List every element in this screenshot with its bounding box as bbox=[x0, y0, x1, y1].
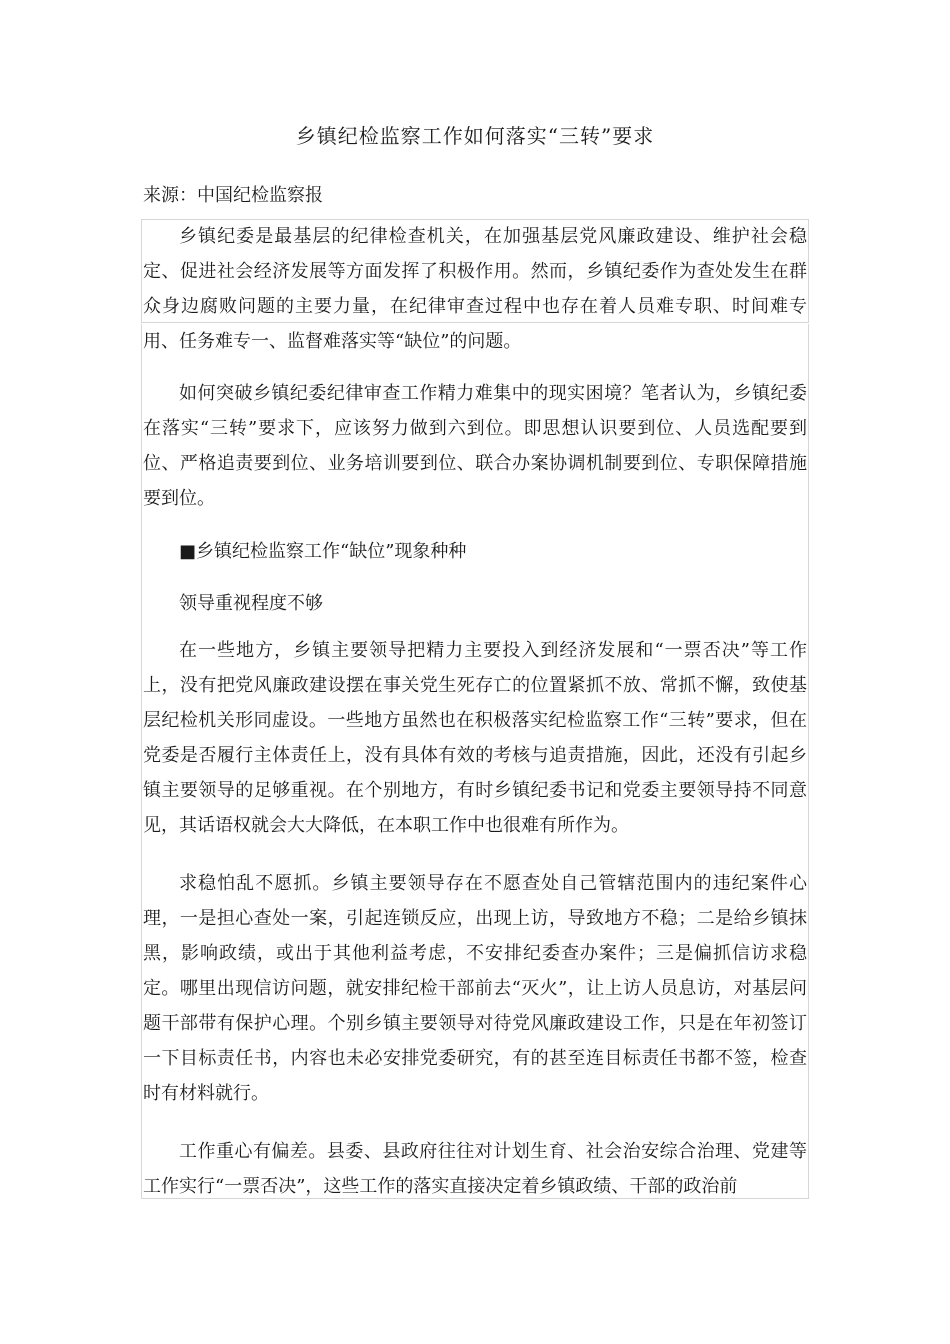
subsection-heading: 领导重视程度不够 bbox=[179, 593, 323, 614]
paragraph-leadership: 在一些地方，乡镇主要领导把精力主要投入到经济发展和“一票否决”等工作上，没有把党风廉政建设摆在事关党生死存亡的位置紧抓不放、常抓不懈，致使基层纪检机关形同虚设。一些地方虽然也在积极落实纪检监察工作“三转”要求，但在党委是否履行主体责任上，没有具体有效的考核与追责措施，因此，还没有引起乡镇主要领导的足够重视。在个别地方，有时乡镇纪委书记和党委主要领导持不同意见，其话语权就会大大降低，在本职工作中也很难有所作为。 bbox=[143, 640, 807, 836]
paragraph-question: 如何突破乡镇纪委纪律审查工作精力难集中的现实困境？笔者认为，乡镇纪委在落实“三转”要求下，应该努力做到六到位。即思想认识要到位、人员选配要到位、严格追责要到位、业务培训要到位、联合办案协调机制要到位、专职保障措施要到位。 bbox=[143, 383, 807, 509]
paragraph-intro: 乡镇纪委是最基层的纪律检查机关，在加强基层党风廉政建设、维护社会稳定、促进社会经济发展等方面发挥了积极作用。然而，乡镇纪委作为查处发生在群众身边腐败问题的主要力量，在纪律审查过程中也存在着人员难专职、时间难专用、任务难专一、监督难落实等“缺位”的问题。 bbox=[143, 226, 807, 352]
page-title: 乡镇纪检监察工作如何落实“三转”要求 bbox=[295, 124, 655, 148]
paragraph-stability: 求稳怕乱不愿抓。乡镇主要领导存在不愿查处自己管辖范围内的违纪案件心理，一是担心查处一案，引起连锁反应，出现上访，导致地方不稳；二是给乡镇抹黑，影响政绩，或出于其他利益考虑，不安排纪委查办案件；三是偏抓信访求稳定。哪里出现信访问题，就安排纪检干部前去“灭火”，让上访人员息访，对基层问题干部带有保护心理。个别乡镇主要领导对待党风廉政建设工作，只是在年初签订一下目标责任书，内容也未必安排党委研究，有的甚至连目标责任书都不签，检查时有材料就行。 bbox=[143, 873, 807, 1104]
paragraph-focus: 工作重心有偏差。县委、县政府往往对计划生育、社会治安综合治理、党建等工作实行“一票否决”，这些工作的落实直接决定着乡镇政绩、干部的政治前 bbox=[143, 1141, 807, 1197]
source-line: 来源：中国纪检监察报 bbox=[143, 185, 323, 206]
section-heading: ■乡镇纪检监察工作“缺位”现象种种 bbox=[179, 541, 467, 562]
